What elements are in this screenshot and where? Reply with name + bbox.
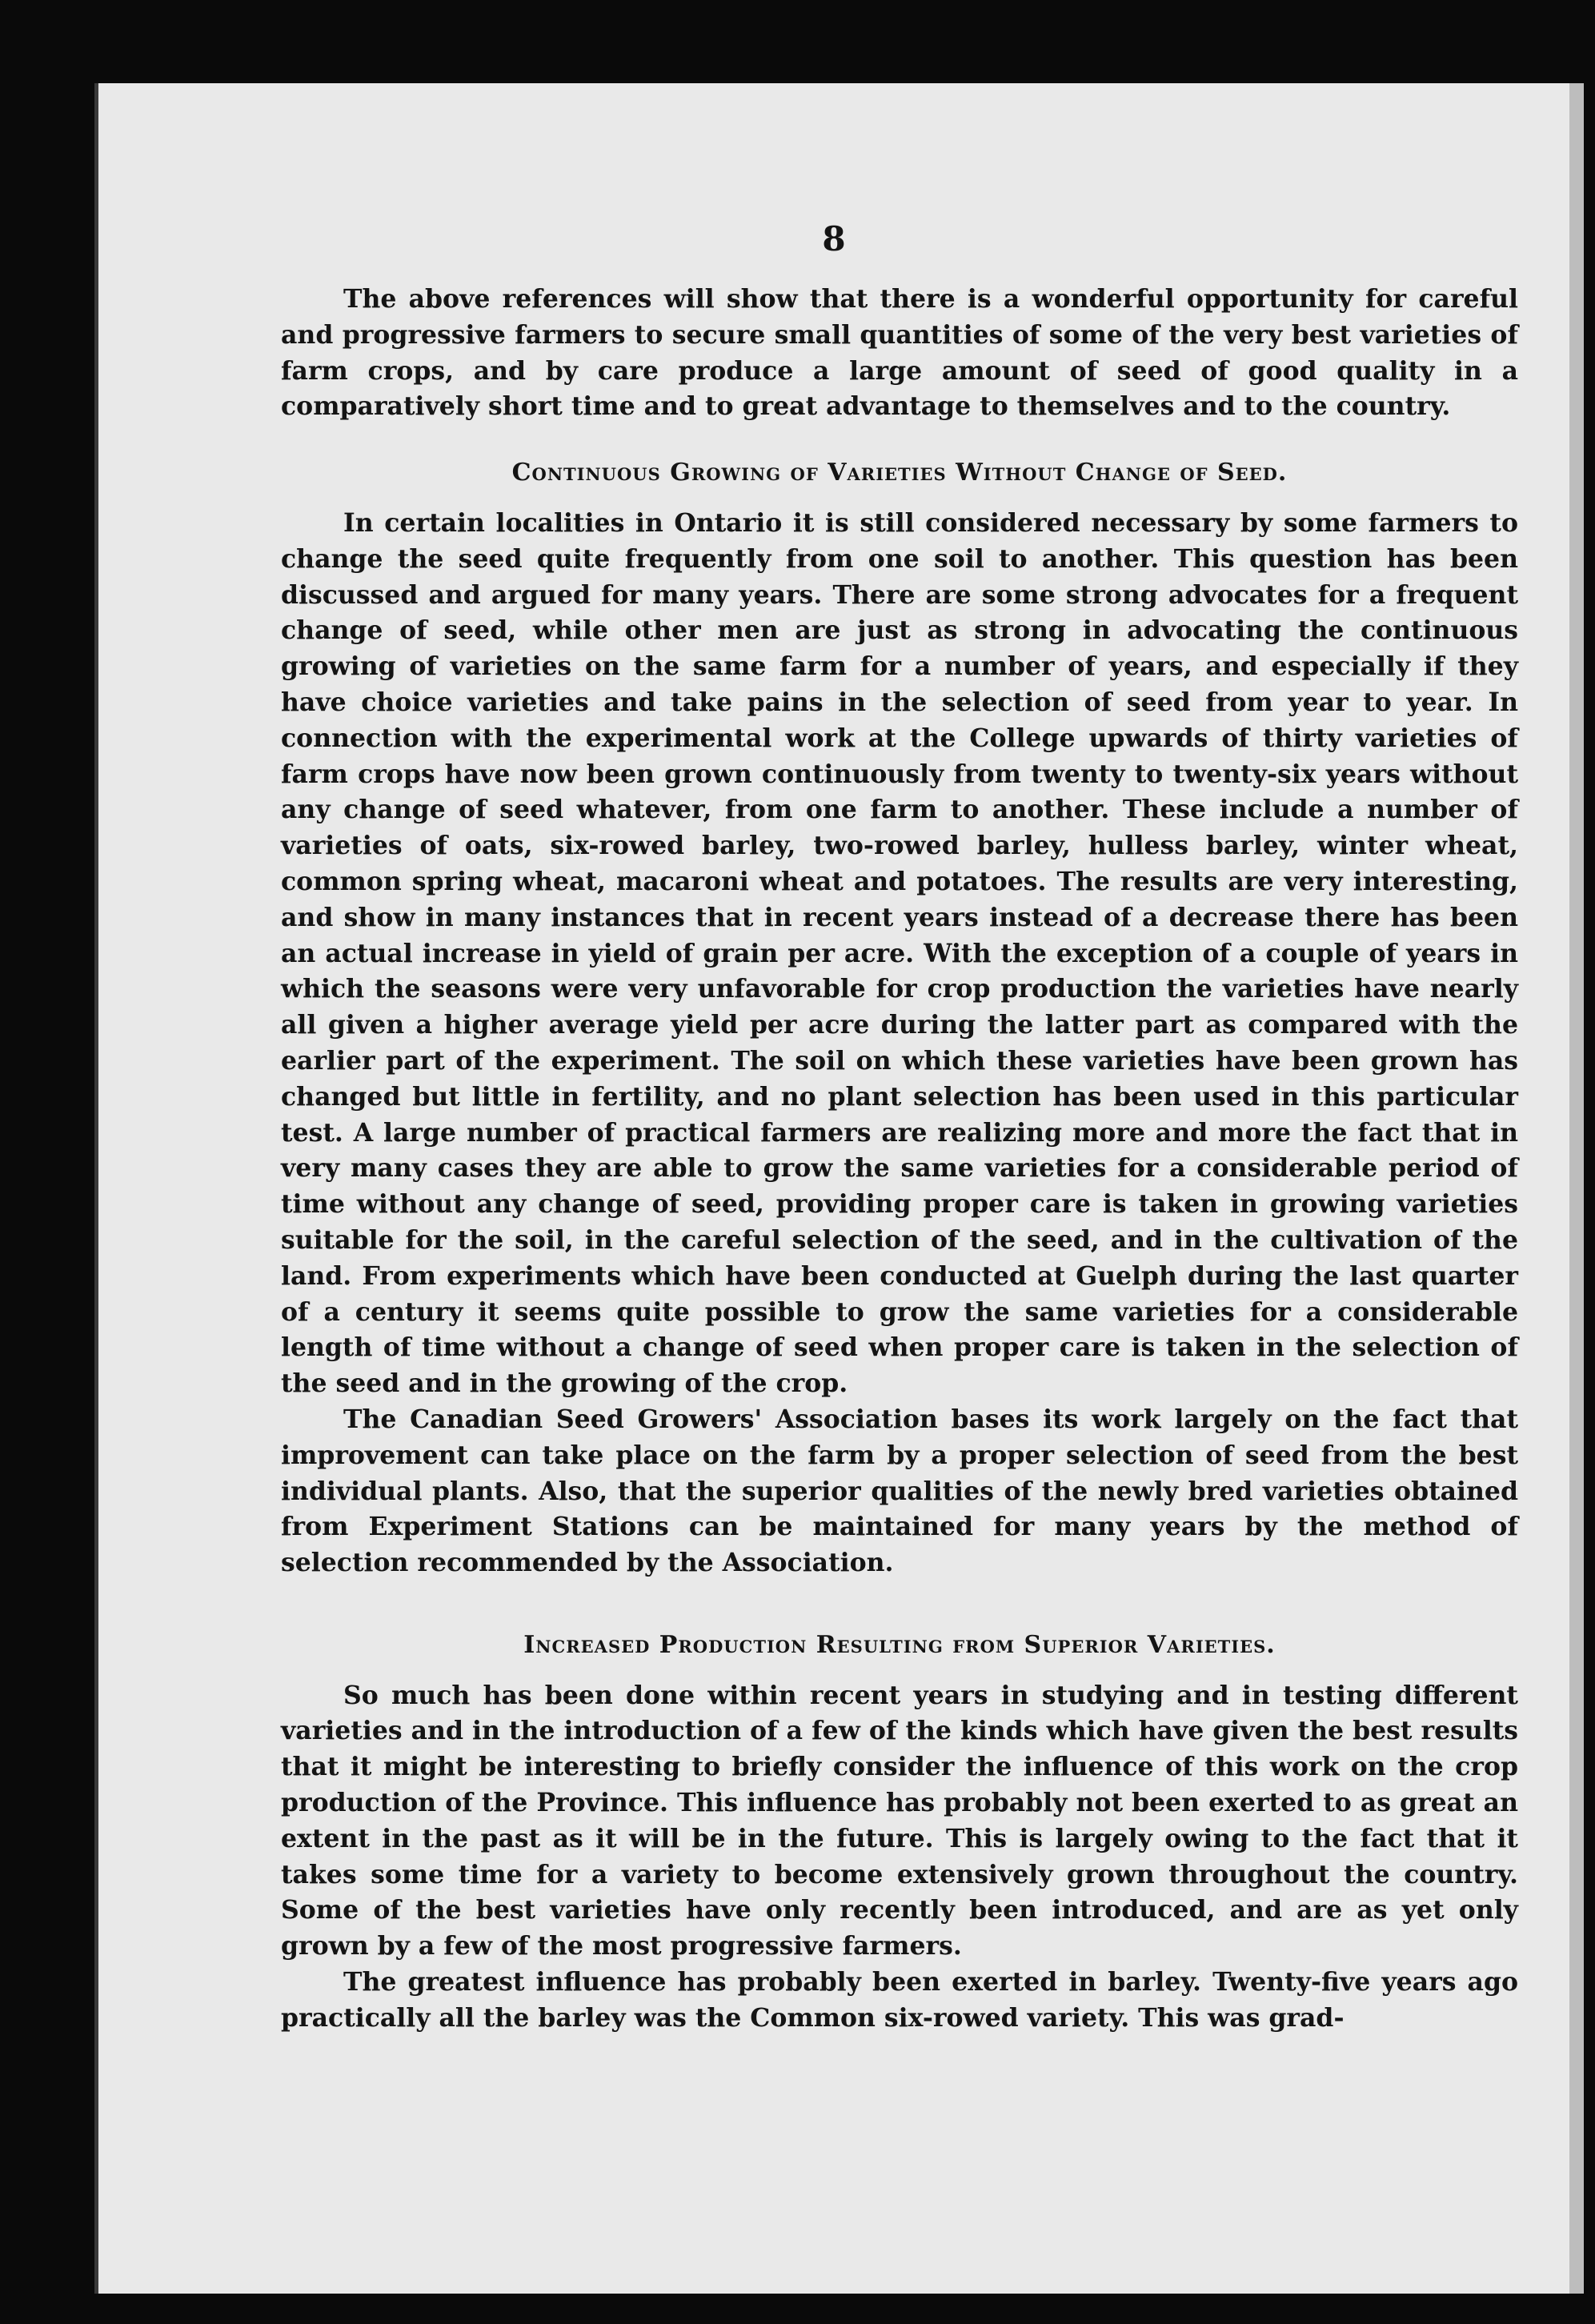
paragraph: The Canadian Seed Growers' Association bases its work largely on the fact that improvement can take place on the farm by a proper selection of seed from the best individual plants. Also, that the superior qualities of the newly bred varieties obtained from Experiment Stations can be maintained for many years by the method of selection recommended by the Association.: [281, 1404, 1518, 1578]
page-edge: [1569, 83, 1584, 2294]
paragraph: The greatest influence has probably been exerted in barley. Twenty-five years ago practically all the barley was the Common six-rowed variety. This was grad-: [281, 1967, 1518, 2033]
paragraph: The above references will show that there is a wonderful opportunity for careful and progressive farmers to secure small quantities of some of the very best varieties of farm crops, and by care produce a large amount of seed of good quality in a comparatively short time and to great advantage to themselves and to the country.: [281, 284, 1518, 422]
page-number: 8: [822, 219, 846, 258]
paragraph: So much has been done within recent years in studying and in testing different varieties and in the introduction of a few of the kinds which have given the best results that it might be interesting to briefly consider the influence of this work on the crop production of the Province. This influence has probably not been exerted to as great an extent in the past as it will be in the future. This is largely owing to the fact that it takes some time for a variety to become extensively grown throughout the country. Some of the best varieties have only recently been introduced, and are as yet only grown by a few of the most progressive farmers.: [281, 1680, 1518, 1961]
body-text: [281, 282, 1518, 2037]
section-heading: Continuous Growing of Varieties Without Change of Seed.: [511, 459, 1288, 487]
document-page: [94, 83, 1569, 2294]
paragraph: In certain localities in Ontario it is still considered necessary by some farmers to change the seed quite frequently from one soil to another. This question has been discussed and argued for many years. There are some strong advocates for a frequent change of seed, while other men are just as strong in advocating the continuous growing of varieties on the same farm for a number of years, and especially if they have choice varieties and take pains in the selection of seed from year to year. In connection with the experimental work at the College upwards of thirty varieties of farm crops have now been grown continuously from twenty to twenty-six years without any change of seed whatever, from one farm to another. These include a number of varieties of oats, six-rowed barley, two-rowed barley, hulless barley, winter wheat, common spring wheat, macaroni wheat and potatoes. The results are very interesting, and show in many instances that in recent years instead of a decrease there has been an actual increase in yield of grain per acre. With the exception of a couple of years in which the seasons were very unfavorable for crop production the varieties have nearly all given a higher average yield per acre during the latter part as compared with the earlier part of the experiment. The soil on which these varieties have been grown has changed but little in fertility, and no plant selection has been used in this particular test. A large number of practical farmers are realizing more and more the fact that in very many cases they are able to grow the same varieties for a considerable period of time without any change of seed, providing proper care is taken in growing varieties suitable for the soil, in the careful selection of the seed, and in the cultivation of the land. From experiments which have been conducted at Guelph during the last quarter of a century it seems quite possible to grow the same varieties for a considerable length of time without a change of seed when proper care is taken in the selection of the seed and in the growing of the crop.: [281, 507, 1518, 1399]
section-heading: Increased Production Resulting from Superior Varieties.: [523, 1630, 1276, 1659]
